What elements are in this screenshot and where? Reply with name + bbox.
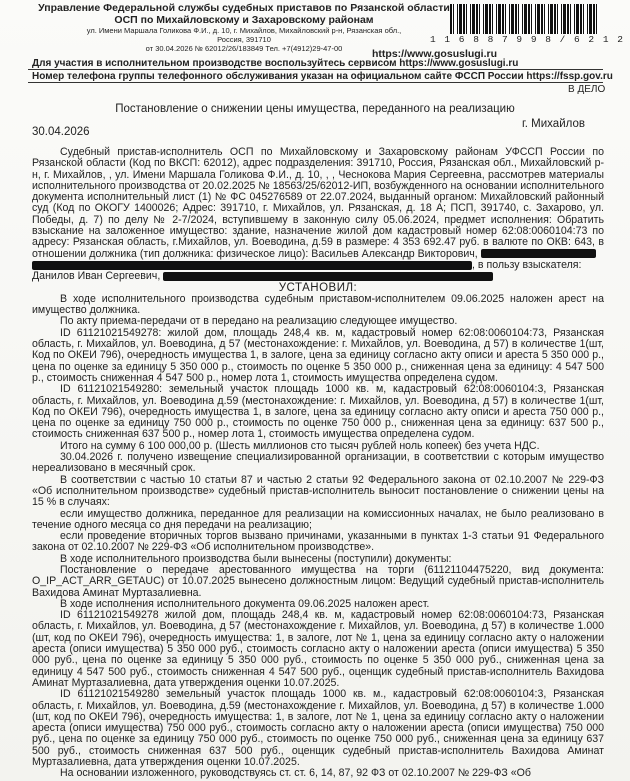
intro-tail: , в пользу взыскателя: — [472, 258, 582, 271]
division-name: ОСП по Михайловскому и Захаровскому районам — [114, 14, 374, 26]
paragraph: ID 61121021549280: земельный участок площадь 1000 кв. м, кадастровый 62:08:0060104:3, Рязанская область, г. Михайлов, ул. Воеводина д.59 (местонахождение: г. Михайлов, ул. Воеводина, д 57) в количестве 1(шт, Код по ОКЕИ 796), очередность имущества 1, в залоге, цена за единицу согласно акту описи и ареста 750 000 р., цена по оценке за единицу 750 000 р., стоимость по оценке 750 000 р., сниженная цена за единицу: 637 500 р., стоимость сниженная 637 500 р., номер лота 1, стоимость имущества определена судом. — [32, 383, 604, 441]
barcode-number: 1 1 6 8 8 7 9 9 8 / 6 2 1 2 — [430, 34, 625, 45]
paragraph: ID 61121021549280 земельный участок площадь 1000 кв. м., кадастровый 62:08:0060104:3, Рязанская область, г. Михайлов, ул. Воеводина, д.59 (местонахождение г. Михайлов, ул. Воеводина, д 57) в количестве 1.000 (шт, код по ОКЕИ 796), очередность имущества: 1, в залоге, лот № 1, цена за единицу согласно акту о наложении ареста (описи имущества) 750 000 руб., стоимость согласно акту о наложении ареста (описи имущества) 750 000 руб., цена по оценке за единицу 750 000 руб., стоимость по оценке 750 000 руб., сниженная цена за единицу 637 500 руб., стоимость сниженная 637 500 руб., оценщик судебный пристав-исполнитель Вахидова Аминат Муртазалиевна, дата утверждения оценки 10.07.2025. — [32, 688, 604, 769]
intro-text: Судебный пристав-исполнитель ОСП по Михайловскому и Захаровскому районам УФССП России по Рязанской области (Код по ВКСП: 62012), адрес подразделения: 391710, Россия, Рязанская обл., Михайловский р-н, г. Михайлов, , ул. Имени Маршала Голикова Ф.И., д. 10, , , Чеснокова Мария Сергеевна, рассмотрев материалы исполнительного производства от 20.02.2025 № 18563/25/62012-ИП, возбужденного на основании исполнительного документа исполнительный лист (1) № ФС 045276589 от 22.07.2024, выданный органом: Михайловский районный суд (Код по ОКОГУ 1400026; Адрес: 391710, г. Михайлов, ул. Рязанская, д. 18 А; ПСП, 391740, с. Захарово, ул. Победы, д. 7) по делу № 2-7/2024, вступившему в законную силу 05.06.2024, предмет исполнения: Обратить взыскание на заложенное имущество: здание, назначение жилой дом кадастровый номер 62:08:0060104:73 по адресу: Рязанская область, г.Михайлов, ул. Воеводина, д.59 в размере: 4 353 692.47 руб. в валюте по ОКВ: 643, в отношении должника (тип должника: физическое лицо): Васильев Александр Викторович, — [32, 146, 604, 260]
paragraph: В ходе исполнительного производства были вынесены (поступили) документы: — [60, 552, 452, 565]
address-line-2: Россия, 391710 — [217, 35, 271, 44]
paragraph: В соответствии с частью 10 статьи 87 и частью 2 статьи 92 Федерального закона от 02.10.2007 № 229-ФЗ «Об исполнительном производстве» судебный пристав-исполнитель выносит постановление о снижении цены на 15 % в случаях: — [32, 473, 604, 509]
paragraph: если имущество должника, переданное для реализации на комиссионных началах, не было реализовано в течение одного месяца со дня передачи на реализацию; — [32, 507, 604, 531]
divider-2 — [28, 82, 603, 83]
gosuslugi-note: Для участия в исполнительном производстве воспользуйтесь сервисом https://www.gosuslugi.ru — [32, 58, 519, 69]
redaction-bar — [481, 249, 596, 258]
barcode-image — [450, 4, 600, 34]
paragraph: По акту приема-передачи от в передано на реализацию следующее имущество. — [60, 315, 458, 328]
org-name: Управление Федеральной службы судебных приставов по Рязанской области — [38, 2, 450, 14]
website-link[interactable]: https://www.gosuslugi.ru — [372, 48, 498, 60]
paragraph: 30.04.2026 г. получено извещение специализированной организации, в соответствии с которым имущество нереализовано в месячный срок. — [32, 451, 604, 475]
v-delo-stamp: В ДЕЛО — [568, 84, 606, 95]
creditor-name: Данилов Иван Сергеевич, — [32, 270, 161, 283]
document-date: 30.04.2026 — [32, 126, 90, 138]
letterhead — [24, 2, 464, 53]
divider — [28, 69, 603, 70]
document-city: г. Михайлов — [522, 118, 585, 130]
intro-paragraph — [32, 147, 604, 260]
redaction-bar — [32, 261, 472, 270]
document-body — [32, 147, 604, 780]
paragraph: если проведение вторичных торгов вызвано причинами, указанными в пунктах 1-3 статьи 91 Федерального закона от 02.10.2007 № 229-ФЗ «Об исполнительном производстве». — [32, 530, 604, 554]
phone-note: Номер телефона группы телефонного обслуживания указан на официальном сайте ФССП России https://fssp.gov.ru — [32, 71, 613, 82]
ustanovil-heading: УСТАНОВИЛ: — [278, 281, 358, 294]
redaction-bar — [163, 272, 493, 281]
paragraph: В ходе исполнительного производства судебным приставом-исполнителем 09.06.2025 наложен арест на имущество должника. — [32, 292, 604, 317]
address-line: ул. Имени Маршала Голикова Ф.И., д. 10, г. Михайлов, Михайловский р-н, Рязанская обл., — [86, 26, 402, 35]
registration-line: от 30.04.2026 № 62012/26/183849 Тел. +7(4912)29-47-00 — [145, 44, 343, 53]
document-title: Постановление о снижении цены имущества, переданного на реализацию — [115, 103, 515, 115]
creditor-line — [32, 271, 604, 282]
paragraph: Постановление о передаче арестованного имущества на торги (61121104475220, вид документа: O_IP_ACT_ARR_GETAUC) от 10.07.2025 вынесено должностным лицом: Ведущий судебный пристав-исполнитель Вахидова Аминат Муртазалиевна. — [32, 563, 604, 599]
paragraph: На основании изложенного, руководствуясь ст. ст. 6, 14, 87, 92 ФЗ от 02.10.2007 № 229-ФЗ «Об — [60, 767, 531, 780]
paragraph: Итого на сумму 6 100 000,00 р. (Шесть миллионов сто тысяч рублей ноль копеек) без учета НДС. — [60, 439, 540, 452]
paragraph: В ходе исполнения исполнительного документа 09.06.2025 наложен арест. — [60, 597, 430, 610]
paragraph: ID 61121021549278: жилой дом, площадь 248,4 кв. м, кадастровый номер 62:08:0060104:73, Рязанская область, г. Михайлов, ул. Воеводина, д 57 (местонахождение: г. Михайлов, ул. Воеводина, д 57) в количестве 1(шт, Код по ОКЕИ 796), очередность имущества 1, в залоге, цена за единицу согласно акту описи и ареста 5 350 000 р., цена по оценке за единицу 5 350 000 р., стоимость по оценке 5 350 000 р., сниженная цена за единицу: 4 547 500 р., стоимость сниженная 4 547 500 р., номер лота 1, стоимость имущества определена судом. — [32, 326, 604, 384]
paragraph: ID 61121021549278 жилой дом, площадь 248,4 кв. м, кадастровый номер 62:08:0060104:73, Рязанская область, г. Михайлов, ул. Воеводина, д 57 (местонахождение г. Михайлов, ул. Воеводина, д 57) в количестве 1.000 (шт, код по ОКЕИ 796), очередность имущества: 1, в залоге, лот № 1, цена за единицу согласно акту о наложении ареста (описи имущества) 5 350 000 руб., стоимость согласно акту о наложении ареста (описи имущества) 5 350 000 руб., цена по оценке за единицу 5 350 000 руб., стоимость по оценке 5 350 000 руб., сниженная цена за единицу 4 547 500 руб., стоимость сниженная 4 547 500 руб., оценщик судебный пристав-исполнитель Вахидова Аминат Муртазалиевна, дата утверждения оценки 10.07.2025. — [32, 609, 604, 689]
